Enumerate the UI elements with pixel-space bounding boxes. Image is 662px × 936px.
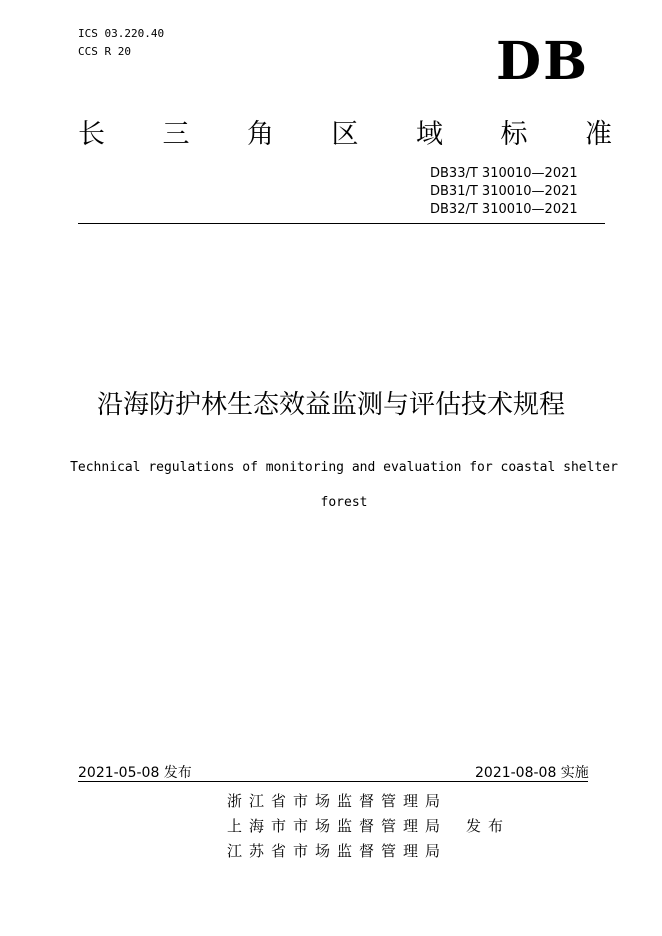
category-char: 长 [78,119,105,150]
standard-number-zhejiang: DB33/T 310010—2021 [430,166,578,181]
ccs-code: CCS R 20 [78,45,131,58]
standard-category [78,112,612,151]
category-char: 区 [331,119,359,150]
title-english-line1: Technical regulations of monitoring and evaluation for coastal shelter [70,460,618,475]
standard-number-jiangsu: DB32/T 310010—2021 [430,202,578,217]
title-english-line2: forest [320,495,368,510]
issuer-shanghai: 上海市市场监督管理局 [227,817,448,835]
footer-divider [78,781,588,782]
db-logo: DB [496,31,590,92]
category-char: 三 [162,119,190,150]
issuer-jiangsu: 江苏省市场监督管理局 [227,842,448,860]
category-char: 标 [500,119,528,150]
implementation-date: 2021-08-08 实施 [475,765,589,781]
issuer-zhejiang: 浙江省市场监督管理局 [227,792,448,810]
category-char: 角 [247,119,274,150]
issue-verb: 发布 [466,817,511,835]
standard-number-shanghai: DB31/T 310010—2021 [430,184,578,199]
title-chinese: 沿海防护林生态效益监测与评估技术规程 [96,390,565,420]
ics-code: ICS 03.220.40 [78,27,165,40]
category-char: 域 [416,119,443,150]
issue-date: 2021-05-08 发布 [78,765,192,781]
header-divider [78,223,605,224]
category-char: 准 [585,119,612,150]
